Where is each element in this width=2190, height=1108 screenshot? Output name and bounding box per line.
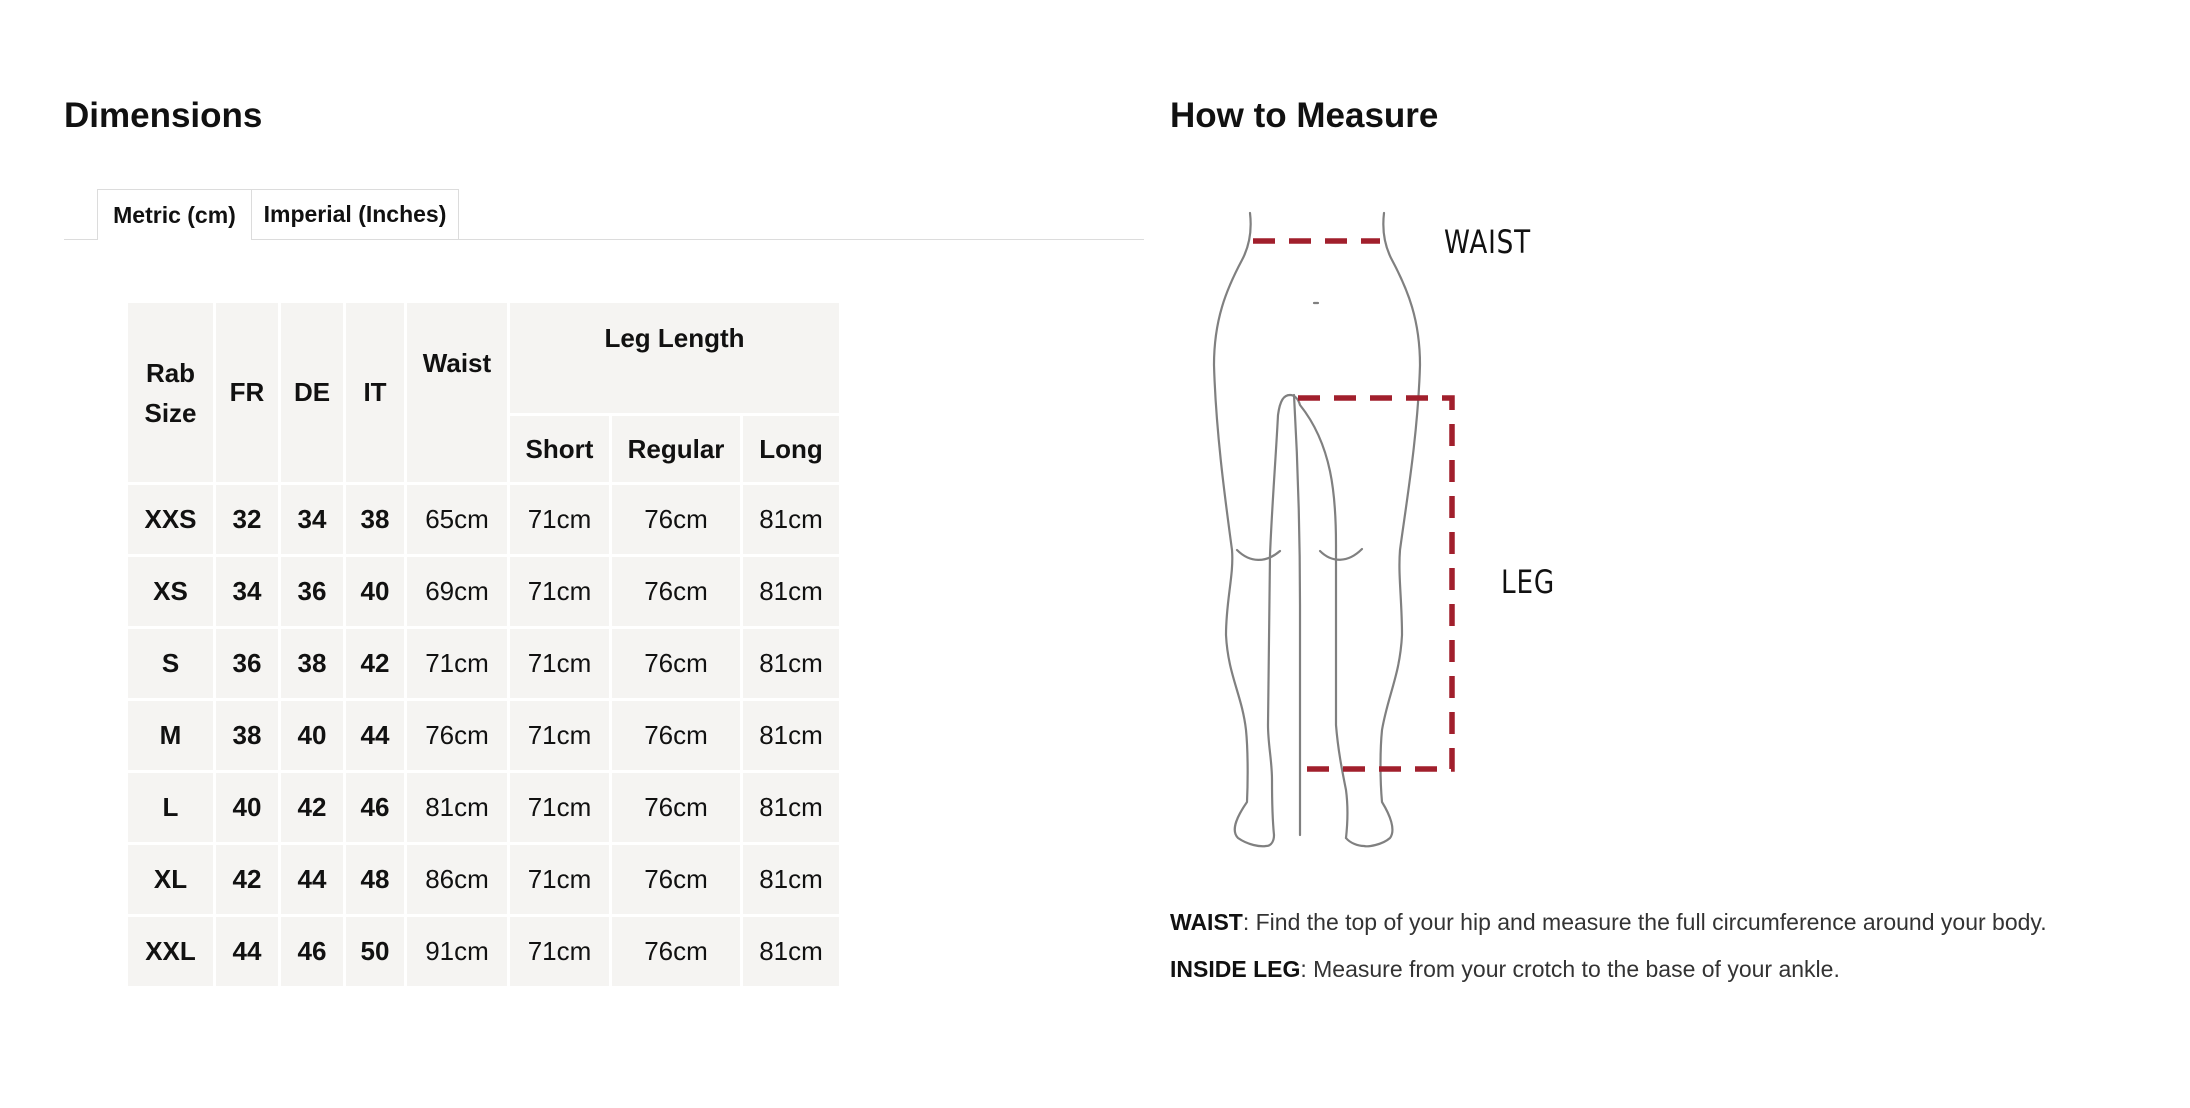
cell-regular: 76cm: [612, 917, 740, 986]
header-waist: Waist: [407, 303, 507, 482]
cell-it: 46: [346, 773, 404, 842]
cell-short: 71cm: [510, 629, 609, 698]
table-row: [128, 557, 839, 626]
cell-waist: 69cm: [407, 557, 507, 626]
cell-short: 71cm: [510, 845, 609, 914]
cell-size: XL: [128, 845, 213, 914]
inside-leg-term: INSIDE LEG: [1170, 956, 1301, 982]
cell-waist: 71cm: [407, 629, 507, 698]
leg-label: LEG: [1501, 563, 1555, 601]
cell-long: 81cm: [743, 845, 839, 914]
cell-long: 81cm: [743, 557, 839, 626]
cell-short: 71cm: [510, 917, 609, 986]
cell-de: 40: [281, 701, 343, 770]
cell-regular: 76cm: [612, 629, 740, 698]
header-rab-size: Rab Size: [128, 303, 213, 482]
waist-term: WAIST: [1170, 909, 1243, 935]
cell-fr: 42: [216, 845, 278, 914]
knee-right: [1320, 549, 1362, 560]
cell-fr: 44: [216, 917, 278, 986]
cell-regular: 76cm: [612, 701, 740, 770]
table-row: [128, 701, 839, 770]
cell-waist: 76cm: [407, 701, 507, 770]
unit-tabs: [64, 189, 1144, 240]
header-fr: FR: [216, 303, 278, 482]
cell-regular: 76cm: [612, 845, 740, 914]
cell-short: 71cm: [510, 773, 609, 842]
cell-short: 71cm: [510, 557, 609, 626]
waist-label: WAIST: [1444, 223, 1531, 261]
cell-waist: 86cm: [407, 845, 507, 914]
inside-leg-instruction: [1170, 955, 2170, 983]
knee-left: [1237, 550, 1280, 560]
cell-waist: 81cm: [407, 773, 507, 842]
cell-waist: 65cm: [407, 485, 507, 554]
header-it: IT: [346, 303, 404, 482]
cell-it: 42: [346, 629, 404, 698]
cell-short: 71cm: [510, 701, 609, 770]
cell-fr: 36: [216, 629, 278, 698]
cell-de: 38: [281, 629, 343, 698]
cell-regular: 76cm: [612, 773, 740, 842]
cell-it: 50: [346, 917, 404, 986]
cell-long: 81cm: [743, 485, 839, 554]
how-to-measure-title: How to Measure: [1170, 96, 1439, 135]
leg-measure-line: [1296, 398, 1452, 769]
cell-de: 46: [281, 917, 343, 986]
cell-de: 42: [281, 773, 343, 842]
cell-regular: 76cm: [612, 557, 740, 626]
cell-size: L: [128, 773, 213, 842]
cell-regular: 76cm: [612, 485, 740, 554]
leg-inner-left: [1268, 395, 1290, 835]
cell-short: 71cm: [510, 485, 609, 554]
cell-de: 36: [281, 557, 343, 626]
cell-it: 44: [346, 701, 404, 770]
cell-long: 81cm: [743, 629, 839, 698]
header-long: Long: [743, 416, 839, 482]
header-leg-length: Leg Length: [510, 303, 839, 413]
cell-fr: 32: [216, 485, 278, 554]
cell-size: XXL: [128, 917, 213, 986]
dimensions-title: Dimensions: [64, 96, 263, 135]
cell-size: XXS: [128, 485, 213, 554]
cell-long: 81cm: [743, 917, 839, 986]
table-row: [128, 485, 839, 554]
cell-fr: 40: [216, 773, 278, 842]
body-outline-left: [1214, 213, 1274, 846]
measure-instructions: [1170, 908, 2170, 1002]
table-row: [128, 773, 839, 842]
table-row: [128, 917, 839, 986]
header-regular: Regular: [612, 416, 740, 482]
cell-long: 81cm: [743, 773, 839, 842]
cell-fr: 38: [216, 701, 278, 770]
cell-de: 34: [281, 485, 343, 554]
tab-imperial[interactable]: Imperial (Inches): [251, 189, 459, 239]
cell-it: 38: [346, 485, 404, 554]
cell-it: 40: [346, 557, 404, 626]
cell-it: 48: [346, 845, 404, 914]
cell-fr: 34: [216, 557, 278, 626]
leg-center-line: [1294, 395, 1300, 835]
tab-metric[interactable]: Metric (cm): [97, 189, 252, 240]
size-table: [125, 300, 842, 989]
header-de: DE: [281, 303, 343, 482]
cell-size: XS: [128, 557, 213, 626]
waist-instruction: [1170, 908, 2170, 936]
cell-de: 44: [281, 845, 343, 914]
cell-size: M: [128, 701, 213, 770]
measure-diagram: [1170, 205, 1670, 865]
cell-size: S: [128, 629, 213, 698]
table-row: [128, 629, 839, 698]
waist-instruction-text: : Find the top of your hip and measure the full circumference around your body.: [1242, 909, 2047, 935]
inside-leg-instruction-text: : Measure from your crotch to the base of your ankle.: [1300, 956, 1840, 982]
header-short: Short: [510, 416, 609, 482]
table-row: [128, 845, 839, 914]
legs-illustration: [1170, 205, 1670, 865]
body-outline-right: [1346, 213, 1420, 846]
cell-long: 81cm: [743, 701, 839, 770]
cell-waist: 91cm: [407, 917, 507, 986]
